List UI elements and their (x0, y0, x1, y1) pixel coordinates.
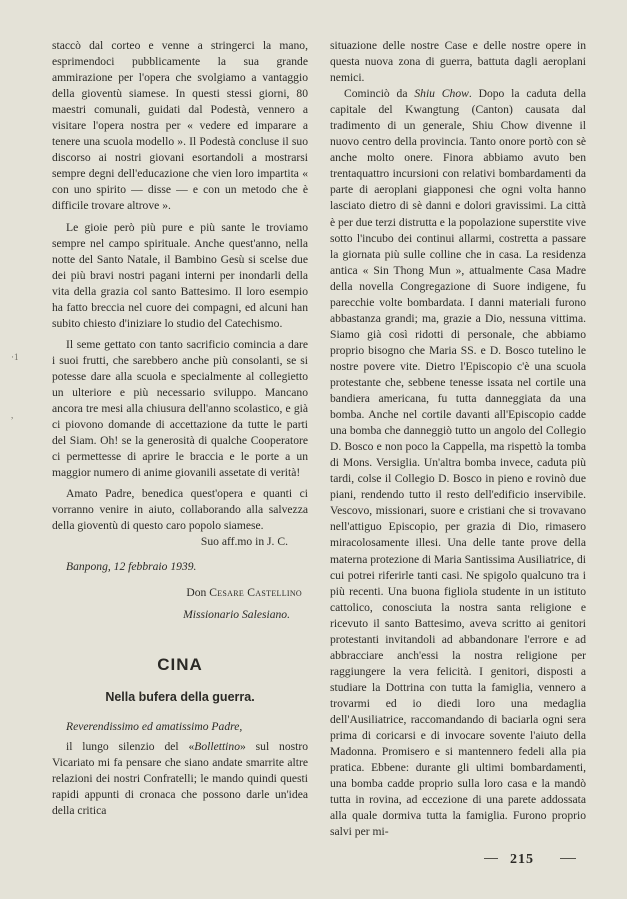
text-run-italic: Shiu Chow (414, 87, 469, 101)
paragraph (330, 86, 586, 840)
paragraph: Le gioie però più pure e più sante le troviamo sempre nel campo spirituale. Anche quest'anno, nella notte del Santo Natale, il Bambino Gesù si scelse due dei più bravi nostri pagani interni per inondarli della vita della grazia col santo Battesimo. Il loro esempio ha fatto breccia nel cuore dei compagni, ed alcuni han subito chiesto d'iniziare lo studio del Catechismo. (52, 220, 308, 330)
signature (52, 585, 308, 601)
salutation: Reverendissimo ed amatissimo Padre, (66, 719, 243, 733)
paragraph (52, 739, 308, 819)
signature-role: Missionario Salesiano. (183, 607, 290, 621)
margin-mark: ·1 (11, 352, 19, 362)
paragraph: Amato Padre, benedica quest'opera e quanti ci vorranno venire in aiuto, collaborando alla salvezza della gioventù di questo caro popolo siamese. (52, 487, 308, 533)
footer-dash (484, 858, 498, 859)
signature-prefix: Don (186, 585, 207, 599)
right-column (330, 38, 586, 840)
signature-name: Cesare Castellino (209, 585, 302, 599)
text-run-italic: Bollettino (194, 739, 240, 753)
text-run: Cominciò da (344, 87, 415, 101)
paragraph: Il seme gettato con tanto sacrificio comincia a dare i suoi frutti, che sarebbero anche più consolanti, se si potesse dare alla scuola e specialmente al collegietto un ulteriore e più necessario sviluppo. Mancano ancora tre mesi alla chiusura dell'anno scolastico, e già ci piovono domande di accettazione da tutte le parti del Siam. Oh! se la generosità di qualche Cooperatore ci permettesse di aprire le braccia e le porte a un maggior numero di anime giovanili assetate di verità! (52, 337, 308, 480)
text-run: il lungo silenzio del « (66, 739, 195, 753)
text-run: . Dopo la caduta della capitale del Kwangtung (Canton) causata dal tradimento di un generale, Shiu Chow divenne il nuovo centro della provincia. Tanto onore portò con sè anche molto onere. Finora abbiamo avuto ben trentaquattro incursioni con relativi bombardamenti da parte di aeroplani giapponesi che ogni volta hanno lasciato dietro di sè danni e dolori gravissimi. La città è per due terzi distrutta e la popolazione superstite vive sotto l'incubo dei continui allarmi, costretta a passare la giornata più sulle colline che in casa. La residenza antica « Sin Thong Mun », attualmente Casa Madre della novella Congregazione di Suore indigene, fu parecchie volte bombardata. I danni materiali furono abbastanza grandi; ma, grazie a Dio, nessuna vittima. Siamo già così ridotti di personale, che abbiamo proprio bisogno che Maria SS. e D. Bosco tutelino le nostre povere vite. Dietro l'Episcopio c'è una scuola protestante che, sebbene tenesse issata nel cortile una bandiera americana, fu tutta danneggiata da una bomba. Anche nel cortile davanti all'Episcopio cadde una bomba che danneggiò tutto un angolo del Collegio D. Bosco e non poco la Cappella, ma rispettò la tomba di Mons. Versiglia. Un'altra bomba invece, caduta più tardi, colse il Collegio D. Bosco in pieno e rovinò due piani, rendendo tutto il resto dell'edificio inservibile. Vescovo, missionari, suore e cristiani che si trovavano nell'attiguo Episcopio, per grazia di Dio, rimasero miracolosamente illesi. Una delle tante prove della materna protezione di Maria Santissima Ausiliatrice, di cui potrei riferirle tanti casi. Ne spigolo qualcuno tra i più recenti. Una buona figliola studente in un istituto cattolico, conosciuta la nostra santa religione e ricevuto il santo Battesimo, aveva scritto ai genitori protestanti invitandoli ad abbandonare l'errore e ad abbracciare anch'essi la nostra religione per raggiungere la vera felicità. I genitori, disposti a studiare la Dottrina con tutta la famiglia, vennero a trovarmi ed io diedi loro una medaglia dell'Ausiliatrice, raccomandando di baciarla ogni sera prima di coricarsi e di invocare sovente l'aiuto della Madonna. Promisero e si mantennero fedeli alla pia pratica. Ebbene: durante gli ultimi bombardamenti, una bomba cadde proprio sulla loro casa e la mandò tutta in rovina, ad eccezione di una parete addossata alla quale dormiva tutta la famiglia. Furono proprio salvi per mi- (330, 87, 586, 839)
section-title: CINA (157, 654, 203, 674)
paragraph: situazione delle nostre Case e delle nostre opere in questa nuova zona di guerra, battuta dagli aeroplani nemici. (330, 39, 586, 85)
place-date: Banpong, 12 febbraio 1939. (66, 560, 197, 574)
page-number: 215 (510, 852, 534, 867)
footer-dash (560, 858, 576, 859)
margin-mark: , (11, 410, 14, 420)
left-column (52, 38, 308, 819)
closing-line: Suo aff.mo in J. C. (200, 535, 288, 549)
text-run: » sul nostro Vicariato mi fa pensare che siano andate smarrite altre relazioni dei nostri Confratelli; le mando quindi questi rapidi appunti di cronaca che possono darle un'idea della critica (52, 739, 309, 817)
article-title: Nella bufera della guerra. (105, 689, 255, 704)
paragraph: staccò dal corteo e venne a stringerci la mano, esprimendoci pubblicamente la sua grande ammirazione per l'opera che svolgiamo a vantaggio della gioventù siamese. In questi stessi giorni, 80 maestri comunali, guidati dal Podestà, vennero a visitare l'opera nostra per « vedere ed imparare a tenere una scuola modello ». Il Podestà concluse il suo discorso ai nostri giovani esortandoli a mostrarsi sempre degni dell'educazione che vien loro impartita « con uno spirito — disse — e con un metodo che è difficile trovare altrove ». (52, 39, 308, 213)
